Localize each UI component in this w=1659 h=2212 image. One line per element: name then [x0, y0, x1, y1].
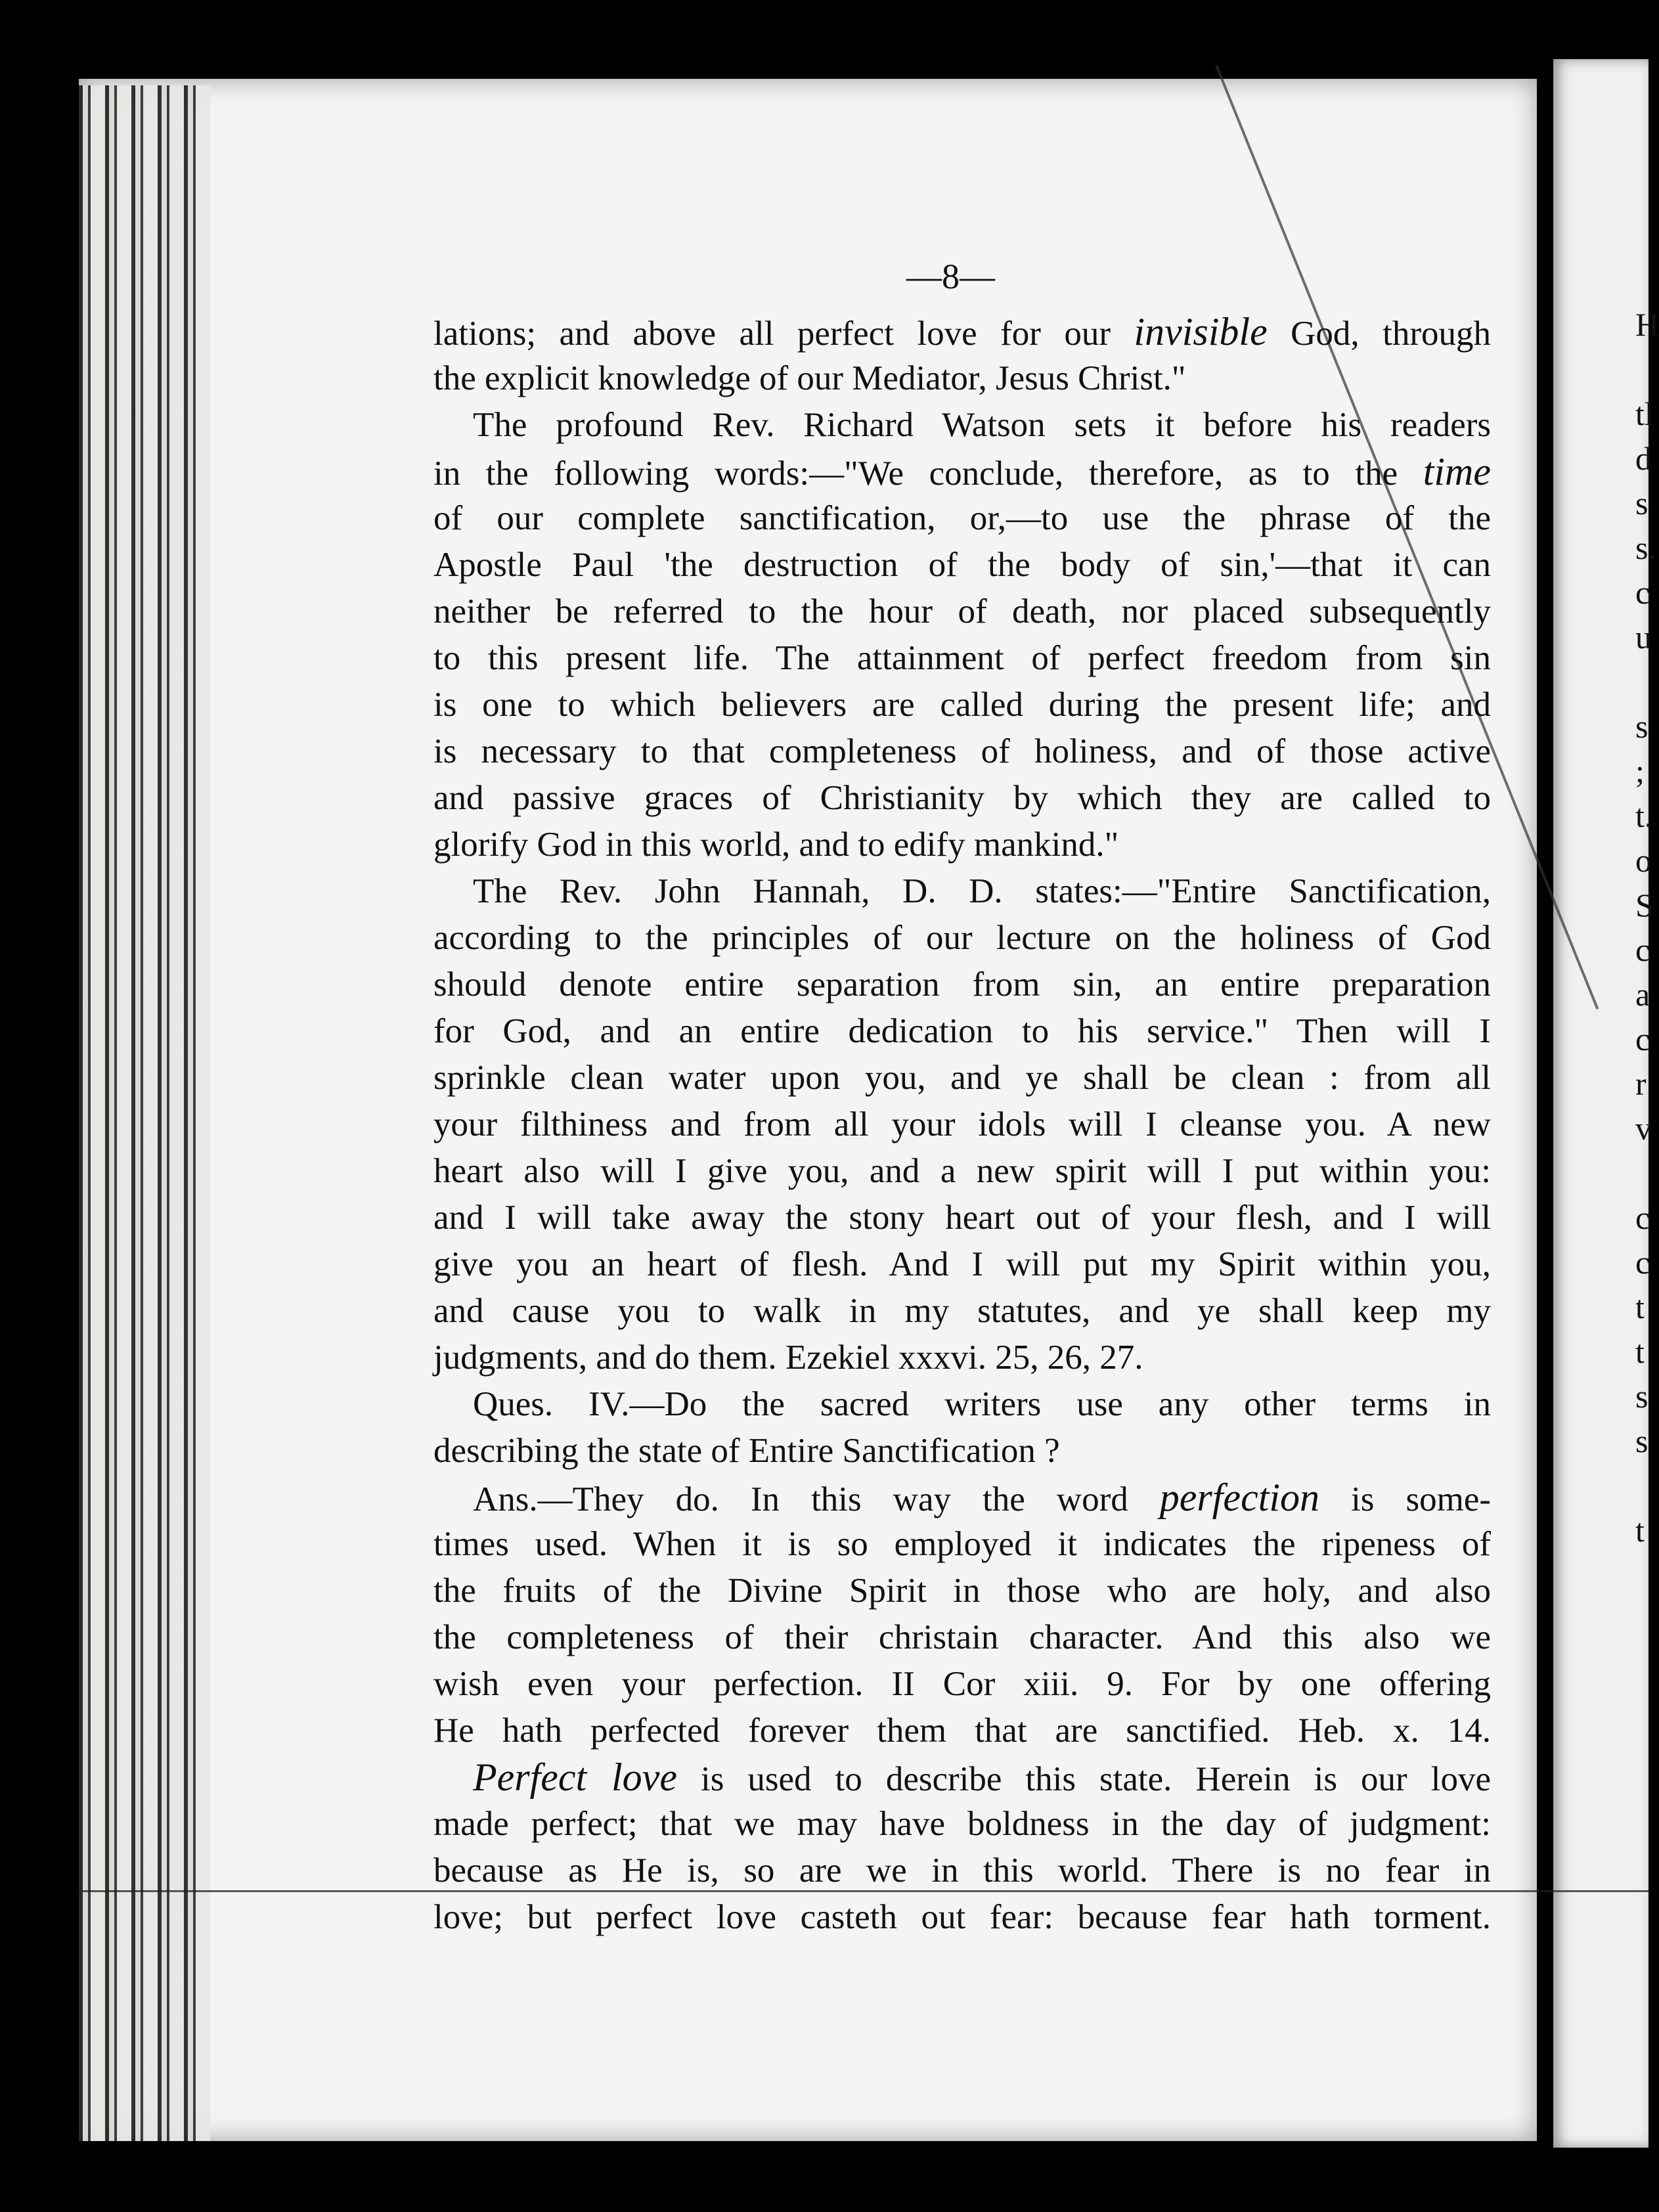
edge-fragment: r: [1635, 1065, 1647, 1102]
text-run: wish even your perfection. II Cor xiii. 9. For by one offering: [433, 1665, 1491, 1703]
edge-fragment: ;: [1635, 753, 1645, 789]
text-line: [433, 1521, 1491, 1568]
text-run: love; but perfect love casteth out fear: because fear hath torment.: [433, 1898, 1491, 1936]
adjacent-page-text-fragments: [1635, 302, 1659, 1553]
text-line: [433, 588, 1491, 635]
edge-fragment: [1635, 347, 1648, 391]
text-line: [433, 868, 1491, 915]
text-run: in the following words:—"We conclude, therefore, as to the: [433, 454, 1423, 493]
text-run: made perfect; that we may have boldness in the day of judgment:: [433, 1805, 1491, 1843]
text-line: [433, 1661, 1491, 1708]
text-run: because as He is, so are we in this world. There is no fear in: [433, 1851, 1491, 1890]
edge-fragment: s.: [1635, 529, 1656, 566]
text-run: according to the principles of our lecture on the holiness of God: [433, 919, 1491, 957]
text-line: [433, 1894, 1491, 1941]
text-run: and cause you to walk in my statutes, and ye shall keep my: [433, 1292, 1491, 1330]
edge-fragment: d: [1635, 440, 1652, 477]
edge-fragment: t: [1635, 1289, 1645, 1325]
edge-fragment: s: [1635, 485, 1648, 521]
text-line: [433, 1148, 1491, 1195]
text-line: [433, 682, 1491, 728]
text-run: for God, and an entire dedication to his service." Then will I: [433, 1012, 1491, 1050]
edge-fragment: [1635, 1463, 1648, 1508]
text-line: [433, 1474, 1491, 1521]
text-run: Ques. IV.—Do the sacred writers use any other terms in: [473, 1385, 1491, 1423]
text-run: Apostle Paul 'the destruction of the body of sin,'—that it can: [433, 546, 1491, 584]
edge-fragment: t: [1635, 1333, 1645, 1370]
text-run: neither be referred to the hour of death, nor placed subsequently: [433, 592, 1491, 630]
edge-fragment: t: [1635, 1512, 1645, 1549]
text-run: The profound Rev. Richard Watson sets it before his readers: [473, 406, 1491, 444]
text-run: lations; and above all perfect love for our: [433, 315, 1134, 353]
adjacent-page-edge: [1553, 59, 1659, 2148]
text-line: [433, 915, 1491, 962]
edge-fragment: c: [1635, 1199, 1650, 1236]
text-run: is one to which believers are called during the present life; and: [433, 686, 1491, 724]
text-line: [433, 635, 1491, 682]
text-run: He hath perfected forever them that are sanctified. Heb. x. 14.: [433, 1712, 1491, 1750]
edge-fragment: c: [1635, 574, 1650, 611]
edge-fragment: u: [1635, 619, 1652, 655]
edge-fragment: a: [1635, 976, 1650, 1013]
text-run: give you an heart of flesh. And I will put my Spirit within you,: [433, 1245, 1491, 1283]
text-line: [433, 962, 1491, 1008]
text-line: [433, 1708, 1491, 1754]
text-run: glorify God in this world, and to edify mankind.": [433, 826, 1119, 864]
edge-fragment: s: [1635, 1423, 1648, 1459]
text-line: [433, 1195, 1491, 1241]
text-line: [433, 822, 1491, 868]
text-line: [433, 1335, 1491, 1381]
text-run: the fruits of the Divine Spirit in those who are holy, and also: [433, 1572, 1491, 1610]
edge-fragment: tl: [1635, 395, 1654, 432]
italic-text: perfection: [1159, 1476, 1320, 1519]
edge-fragment: c: [1635, 1021, 1650, 1057]
page-binding-edge: [79, 85, 210, 2141]
text-run: The Rev. John Hannah, D. D. states:—"Entire Sanctification,: [473, 872, 1491, 910]
italic-text: Perfect love: [473, 1756, 677, 1799]
edge-fragment: c: [1635, 1244, 1650, 1281]
text-line: [433, 1614, 1491, 1661]
italic-text: invisible: [1134, 310, 1268, 353]
text-line: [433, 402, 1491, 449]
text-line: [433, 728, 1491, 775]
edge-fragment: [1635, 1151, 1648, 1195]
text-run: God, through: [1267, 315, 1491, 353]
text-line: [433, 542, 1491, 588]
edge-fragment: v: [1635, 1110, 1652, 1147]
text-line: [433, 1754, 1491, 1801]
text-run: of our complete sanctification, or,—to use the phrase of the: [433, 499, 1491, 537]
edge-fragment: t.: [1635, 797, 1653, 834]
text-run: times used. When it is so employed it indicates the ripeness of: [433, 1525, 1491, 1563]
text-line: [433, 1381, 1491, 1428]
text-line: [433, 1055, 1491, 1101]
text-line: [433, 1847, 1491, 1894]
text-line: [433, 1428, 1491, 1474]
text-run: judgments, and do them. Ezekiel xxxvi. 25, 26, 27.: [433, 1338, 1143, 1377]
edge-fragment: c: [1635, 931, 1650, 968]
text-line: [433, 1008, 1491, 1055]
edge-fragment: o: [1635, 842, 1652, 879]
text-line: [433, 1101, 1491, 1148]
edge-fragment: S: [1635, 887, 1654, 923]
edge-fragment: s: [1635, 708, 1648, 745]
text-run: heart also will I give you, and a new spirit will I put within you:: [433, 1152, 1491, 1190]
text-line: [433, 1241, 1491, 1288]
edge-fragment: s: [1635, 1378, 1648, 1415]
text-run: describing the state of Entire Sanctification ?: [433, 1432, 1060, 1470]
text-run: the completeness of their christain character. And this also we: [433, 1618, 1491, 1656]
text-line: [433, 1568, 1491, 1614]
text-run: and I will take away the stony heart out of your flesh, and I will: [433, 1199, 1491, 1237]
text-run: is necessary to that completeness of holiness, and of those active: [433, 732, 1491, 770]
page-number: —8—: [906, 257, 995, 296]
text-run: sprinkle clean water upon you, and ye shall be clean : from all: [433, 1059, 1491, 1097]
body-text: [433, 309, 1491, 1941]
text-run: should denote entire separation from sin, an entire preparation: [433, 965, 1491, 1004]
text-run: the explicit knowledge of our Mediator, Jesus Christ.": [433, 359, 1186, 397]
edge-fragment: H: [1635, 306, 1659, 343]
text-run: to this present life. The attainment of perfect freedom from sin: [433, 639, 1491, 677]
text-line: [433, 309, 1491, 355]
text-run: and passive graces of Christianity by which they are called to: [433, 779, 1491, 817]
text-run: is used to describe this state. Herein is our love: [676, 1760, 1491, 1798]
edge-fragment: [1635, 659, 1648, 704]
text-line: [433, 1801, 1491, 1847]
text-line: [433, 1288, 1491, 1335]
text-run: your filthiness and from all your idols will I cleanse you. A new: [433, 1105, 1491, 1143]
text-line: [433, 495, 1491, 542]
text-run: is some-: [1319, 1480, 1492, 1518]
italic-text: time: [1423, 450, 1491, 493]
text-run: Ans.—They do. In this way the word: [473, 1480, 1160, 1518]
text-line: [433, 449, 1491, 495]
text-line: [433, 775, 1491, 822]
text-line: [433, 355, 1491, 402]
